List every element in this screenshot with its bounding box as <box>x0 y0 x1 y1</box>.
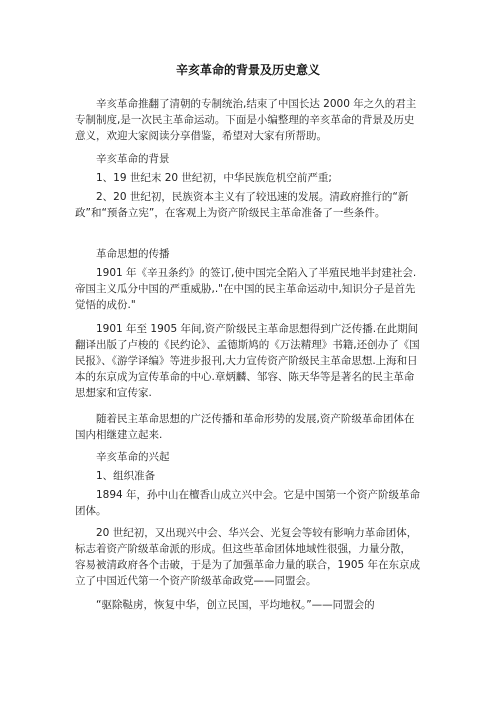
paragraph-1901-treaty: 1901 年《辛丑条约》的签订,使中国完全陷入了半殖民地半封建社会.帝国主义瓜分中国的严重威胁,."在中国的民主革命运动中,知识分子是首先觉悟的成份." <box>75 267 417 311</box>
paragraph-20th-century: 20 世纪初，又出现兴中会、华兴会、光复会等较有影响力革命团体，标志着资产阶级革命派的形成。但这些革命团体地域性很强，力量分散，容易被清政府各个击破，于是为了加强革命力量的联合，1905 年在东京成立了中国近代第一个资产阶级革命政党——同盟会。 <box>75 527 421 587</box>
paragraph-point-2: 2、20 世纪初，民族资本主义有了较迅速的发展。清政府推行的“新政”和“预备立宪”，在客观上为资产阶级民主革命准备了一些条件。 <box>75 191 409 219</box>
paragraph-slogan: “驱除鞑虏，恢复中华，创立民国，平均地权。”——同盟会的 <box>96 599 375 611</box>
section-heading-spread: 革命思想的传播 <box>96 248 170 260</box>
subheading-organization-prep: 1、组织准备 <box>96 470 156 482</box>
paragraph-point-1: 1、19 世纪末 20 世纪初，中华民族危机空前严重; <box>96 172 332 184</box>
paragraph-1901-1905: 1901 年至 1905 年间,资产阶级民主革命思想得到广泛传播.在此期间翻译出版了卢梭的《民约论》、孟德斯鸠的《万法精理》书籍,还创办了《国民报》、《游学译编》等进步报刊,大力宣传资产阶级民主革命思想.上海和日本的东京成为宣传革命的中心.章炳麟、邹容、陈天华等是著名的民主革命思想家和宣传家. <box>75 323 420 399</box>
section-heading-background: 辛亥革命的背景 <box>96 153 170 165</box>
paragraph-organizations: 随着民主革命思想的广泛传播和革命形势的发展,资产阶级革命团体在国内相继建立起来. <box>75 413 415 441</box>
section-heading-rise: 辛亥革命的兴起 <box>96 451 170 463</box>
paragraph-1894: 1894 年，孙中山在檀香山成立兴中会。它是中国第一个资产阶级革命团体。 <box>75 489 421 517</box>
intro-paragraph: 辛亥革命推翻了清朝的专制统治,结束了中国长达 2000 年之久的君主专制制度,是一次民主革命运动。下面是小编整理的辛亥革命的背景及历史意义，欢迎大家阅读分享借鉴，希望对大家有所帮助。 <box>75 98 417 142</box>
document-title: 辛亥革命的背景及历史意义 <box>175 63 320 77</box>
